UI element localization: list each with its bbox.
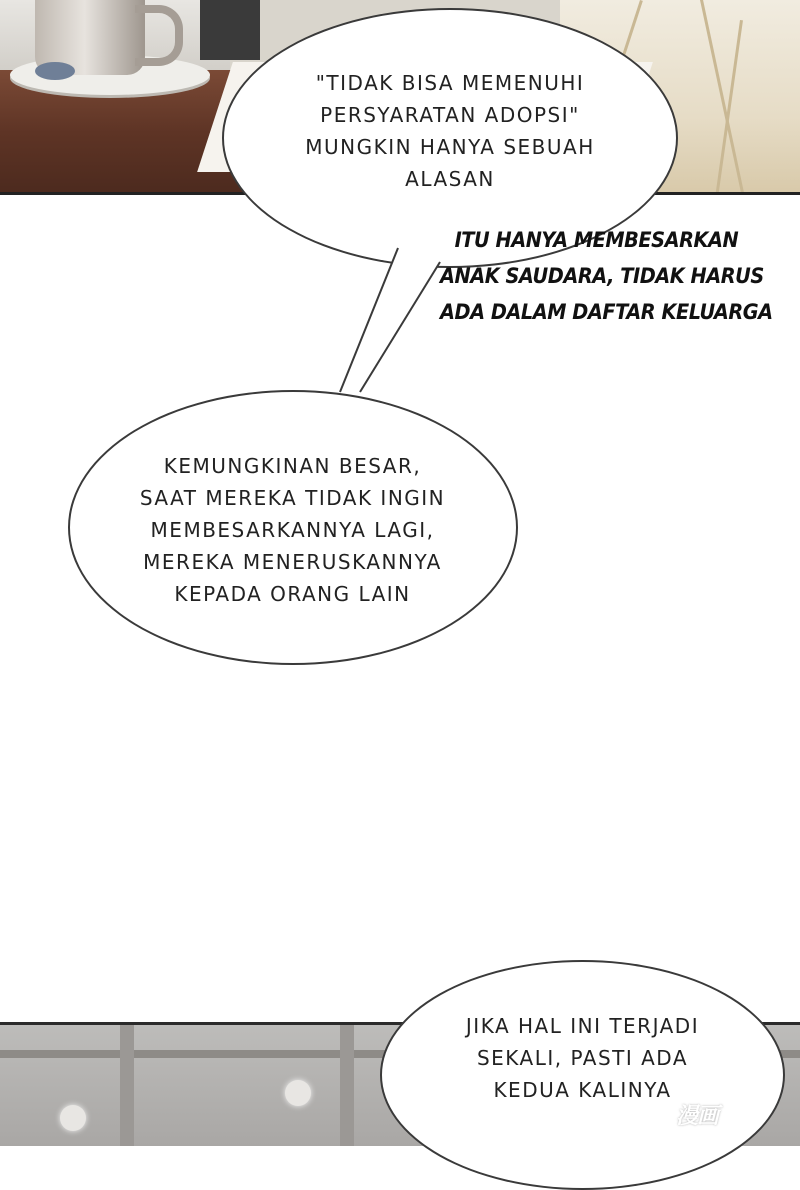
watermark-text: 漫画	[676, 1104, 719, 1129]
watermark-logo	[668, 1097, 788, 1129]
background-pillar	[340, 1025, 354, 1146]
speech-bubble-bottom-line: KEDUA KALINYA	[493, 1078, 672, 1102]
speech-bubble-top-line: "TIDAK BISA MEMENUHI	[315, 71, 585, 95]
speech-bubble-middle-line: MEREKA MENERUSKANNYA	[143, 550, 442, 574]
speech-bubble-top-text	[240, 67, 660, 195]
speech-bubble-top-line: MUNGKIN HANYA SEBUAH	[305, 135, 595, 159]
speech-bubble-bottom-text	[395, 1010, 770, 1106]
speech-bubble-bottom-line: JIKA HAL INI TERJADI	[465, 1014, 700, 1038]
narration-line: ANAK SAUDARA, TIDAK HARUS	[440, 264, 764, 288]
coffee-spill	[35, 62, 75, 80]
speech-bubble-bottom-line: SEKALI, PASTI ADA	[476, 1046, 689, 1070]
narration-line: ADA DALAM DAFTAR KELUARGA	[440, 300, 773, 324]
speech-bubble-top-line: ALASAN	[405, 167, 495, 191]
narration-line: ITU HANYA MEMBESARKAN	[454, 228, 739, 252]
cup-handle	[135, 5, 183, 66]
speech-bubble-middle-line: SAAT MEREKA TIDAK INGIN	[139, 486, 446, 510]
ceiling-lamp	[285, 1080, 311, 1106]
speech-bubble-middle-line: MEMBESARKANNYA LAGI,	[150, 518, 435, 542]
background-pillar	[120, 1025, 134, 1146]
speech-bubble-top-line: PERSYARATAN ADOPSI"	[320, 103, 580, 127]
ceiling-lamp	[60, 1105, 86, 1131]
speech-bubble-middle-line: KEPADA ORANG LAIN	[174, 582, 411, 606]
narration-caption	[440, 222, 773, 330]
background-shadow	[200, 0, 260, 60]
speech-bubble-middle-text	[85, 450, 500, 610]
speech-bubble-middle-line: KEMUNGKINAN BESAR,	[163, 454, 422, 478]
